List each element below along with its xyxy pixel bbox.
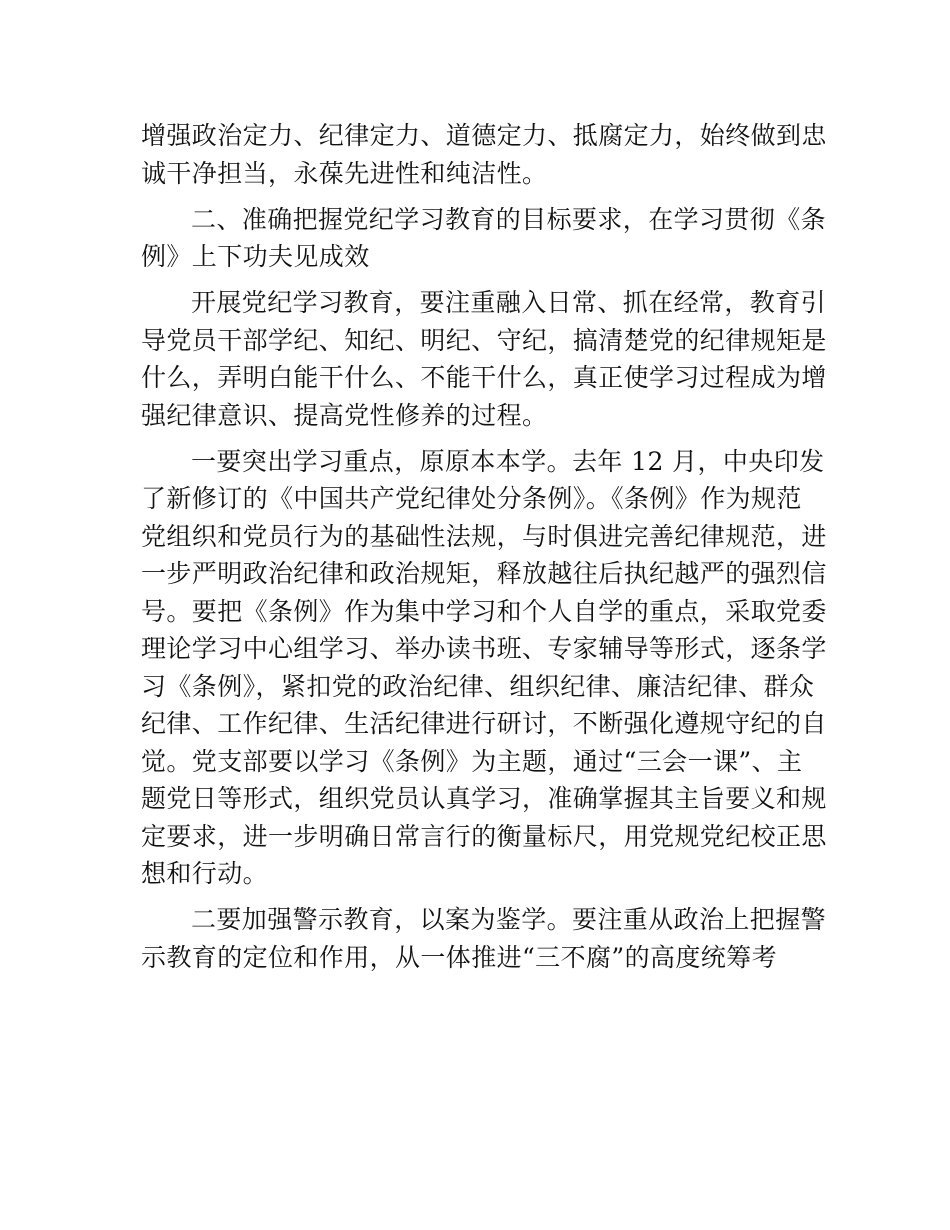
- text-line: 题党日等形式，组织党员认真学习，准确掌握其主旨要义和规: [141, 784, 827, 813]
- heading-line: 二、准确把握党纪学习教育的目标要求，在学习贯彻《条: [191, 204, 827, 234]
- text-line: 觉。党支部要以学习《条例》为主题，通过“三会一课”、主: [141, 746, 803, 776]
- document-body: [141, 117, 827, 976]
- text-line: 习《条例》，紧扣党的政治纪律、组织纪律、廉洁纪律、群众: [141, 671, 815, 701]
- text-line: 强纪律意识、提高党性修养的过程。: [141, 400, 548, 430]
- section-heading: [141, 201, 827, 276]
- paragraph-point-one: [141, 443, 827, 893]
- text-line: 二要加强警示教育，以案为鉴学。要注重从政治上把握警: [191, 905, 827, 934]
- text-line: 纪律、工作纪律、生活纪律进行研讨，不断强化遵规守纪的自: [141, 709, 827, 738]
- text-line: 什么，弄明白能干什么、不能干什么，真正使学习过程成为增: [141, 363, 827, 392]
- text-line: 想和行动。: [141, 859, 269, 888]
- text-line: 一步严明政治纪律和政治规矩，释放越往后执纪越严的强烈信: [141, 559, 827, 588]
- text-line: 号。要把《条例》作为集中学习和个人自学的重点，采取党委: [141, 596, 827, 626]
- text-line: 一要突出学习重点，原原本本学。去年 12 月，中央印发: [191, 446, 825, 476]
- text-line: 了新修订的《中国共产党纪律处分条例》。《条例》作为规范: [141, 484, 802, 513]
- heading-line: 例》上下功夫见成效: [141, 242, 370, 271]
- text-line: 增强政治定力、纪律定力、道德定力、抵腐定力，始终做到忠: [141, 121, 827, 150]
- paragraph-intro: [141, 284, 827, 434]
- paragraph-continuation: [141, 117, 827, 192]
- text-line: 理论学习中心组学习、举办读书班、专家辅导等形式，逐条学: [141, 634, 827, 663]
- text-line: 定要求，进一步明确日常言行的衡量标尺，用党规党纪校正思: [141, 821, 827, 851]
- text-line: 诚干净担当，永葆先进性和纯洁性。: [141, 158, 548, 188]
- text-line: 党组织和党员行为的基础性法规，与时俱进完善纪律规范，进: [141, 521, 827, 551]
- text-line: 开展党纪学习教育，要注重融入日常、抓在经常，教育引: [191, 288, 827, 317]
- text-line: 示教育的定位和作用，从一体推进“三不腐”的高度统筹考: [141, 942, 777, 972]
- paragraph-point-two: [141, 901, 827, 976]
- text-line: 导党员干部学纪、知纪、明纪、守纪，搞清楚党的纪律规矩是: [141, 325, 827, 355]
